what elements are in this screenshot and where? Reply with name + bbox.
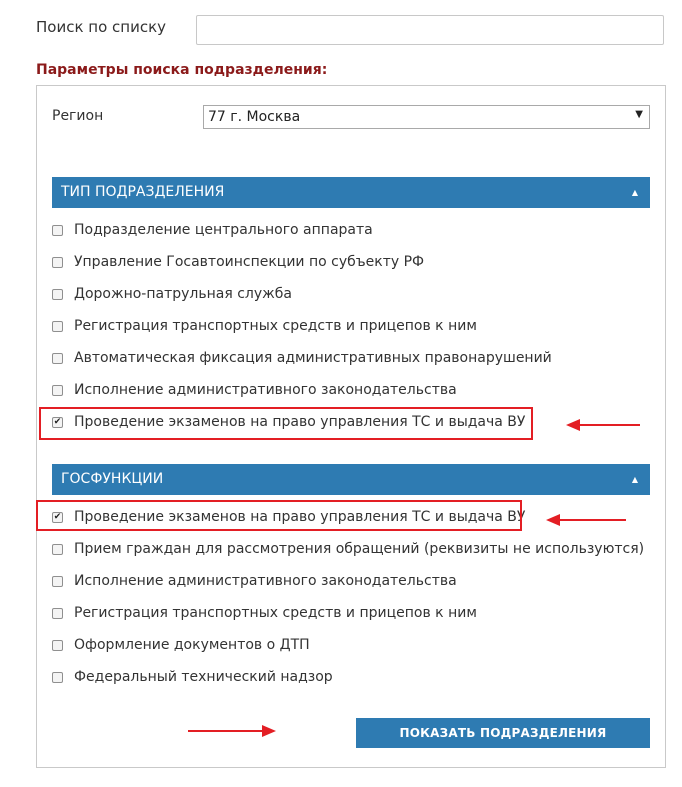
checkbox-row[interactable] bbox=[52, 315, 477, 337]
checkbox[interactable] bbox=[52, 640, 63, 651]
checkbox-row[interactable] bbox=[52, 283, 292, 305]
region-select[interactable] bbox=[203, 105, 650, 129]
checkbox-label: Федеральный технический надзор bbox=[74, 669, 333, 685]
checkbox[interactable] bbox=[52, 608, 63, 619]
checkbox[interactable] bbox=[52, 289, 63, 300]
checkbox-label: Исполнение административного законодательства bbox=[74, 573, 457, 589]
checkbox-label: Дорожно-патрульная служба bbox=[74, 286, 292, 302]
checkbox-label: Исполнение административного законодательства bbox=[74, 382, 457, 398]
checkbox-label: Регистрация транспортных средств и прицепов к ним bbox=[74, 605, 477, 621]
show-units-button[interactable]: ПОКАЗАТЬ ПОДРАЗДЕЛЕНИЯ bbox=[356, 718, 650, 748]
checkbox-row[interactable] bbox=[52, 379, 457, 401]
checkbox-label: Проведение экзаменов на право управления ТС и выдача ВУ bbox=[74, 414, 526, 430]
checkbox-label: Подразделение центрального аппарата bbox=[74, 222, 373, 238]
gos-functions-header[interactable] bbox=[52, 464, 650, 495]
checkbox-label: Оформление документов о ДТП bbox=[74, 637, 310, 653]
unit-type-header-label: ТИП ПОДРАЗДЕЛЕНИЯ bbox=[61, 184, 225, 200]
dropdown-caret-icon: ▼ bbox=[635, 109, 643, 120]
checkbox-row[interactable] bbox=[52, 570, 457, 592]
gos-functions-header-label: ГОСФУНКЦИИ bbox=[61, 471, 164, 487]
checkbox-row[interactable] bbox=[52, 219, 373, 241]
checkbox[interactable] bbox=[52, 257, 63, 268]
unit-type-header[interactable] bbox=[52, 177, 650, 208]
checkbox-row[interactable] bbox=[52, 634, 310, 656]
params-title: Параметры поиска подразделения: bbox=[36, 62, 328, 78]
checkbox[interactable] bbox=[52, 672, 63, 683]
checkbox-row[interactable] bbox=[52, 347, 552, 369]
checkbox-label: Управление Госавтоинспекции по субъекту РФ bbox=[74, 254, 425, 270]
checkbox[interactable] bbox=[52, 225, 63, 236]
annotation-arrow-left-icon bbox=[566, 419, 640, 431]
checkbox-label: Автоматическая фиксация административных правонарушений bbox=[74, 350, 552, 366]
search-input[interactable] bbox=[196, 15, 664, 45]
checkbox-row[interactable] bbox=[52, 666, 333, 688]
collapse-icon[interactable]: ▲ bbox=[631, 475, 638, 484]
checkbox[interactable] bbox=[52, 353, 63, 364]
checkbox[interactable] bbox=[52, 321, 63, 332]
checkbox-row[interactable] bbox=[52, 251, 424, 273]
search-label: Поиск по списку bbox=[36, 18, 167, 36]
collapse-icon[interactable]: ▲ bbox=[631, 188, 638, 197]
checkbox-row[interactable] bbox=[52, 538, 644, 560]
checkbox[interactable] bbox=[52, 385, 63, 396]
annotation-highlight-box bbox=[36, 500, 522, 531]
checkbox-row[interactable] bbox=[52, 602, 477, 624]
checkbox-label: Регистрация транспортных средств и прицепов к ним bbox=[74, 318, 477, 334]
annotation-arrow-left-icon bbox=[546, 514, 626, 526]
checkmark-icon: ✔ bbox=[53, 416, 62, 427]
annotation-highlight-box bbox=[39, 407, 533, 440]
checkbox-label: Проведение экзаменов на право управления ТС и выдача ВУ bbox=[74, 509, 526, 525]
annotation-arrow-right-icon bbox=[188, 725, 276, 737]
region-label: Регион bbox=[52, 108, 104, 124]
checkmark-icon: ✔ bbox=[53, 511, 62, 522]
checkbox[interactable] bbox=[52, 544, 63, 555]
region-selected-value: 77 г. Москва bbox=[208, 109, 301, 125]
checkbox-label: Прием граждан для рассмотрения обращений (реквизиты не используются) bbox=[74, 541, 645, 557]
checkbox[interactable] bbox=[52, 576, 63, 587]
